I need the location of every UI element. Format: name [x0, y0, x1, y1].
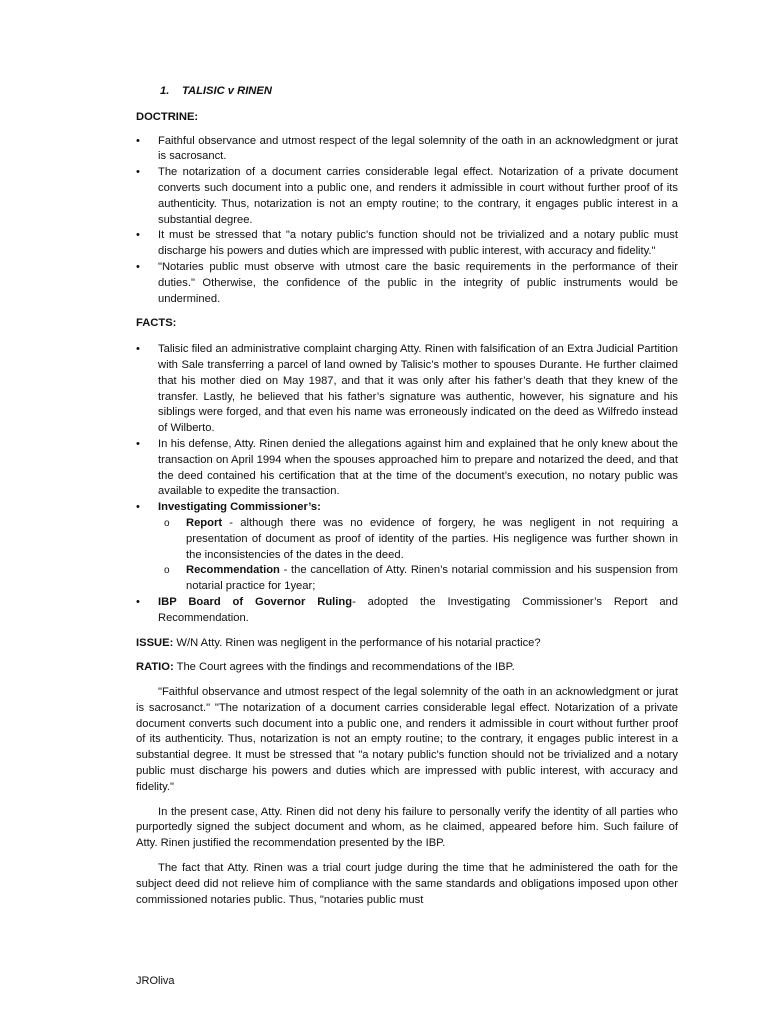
doctrine-item: • "Notaries public must observe with utmost care the basic requirements in the performance of their duties." Otherwise, the confidence of the public in the integrity of public instruments would be undermined. [136, 260, 678, 307]
doctrine-list [136, 134, 678, 308]
circle-bullet-icon: o [164, 565, 170, 577]
issue-label: ISSUE: [136, 636, 174, 649]
circle-bullet-icon: o [164, 517, 170, 529]
report-text: - although there was no evidence of forgery, he was negligent in not requiring a presentation of document as proof of identity of the parties. His negligence was further shown in the inconsistencies of the dates in the deed. [186, 516, 678, 561]
footer-author: JROliva [136, 975, 175, 987]
doctrine-item: • The notarization of a document carries considerable legal effect. Notarization of a private document converts such document into a public one, and renders it admissible in court without further proof of its authenticity. Thus, notarization is not an empty routine; to the contrary, it engages public interest in a substantial degree. [136, 165, 678, 228]
sub-item-report [158, 516, 678, 563]
facts-item-ibp [136, 595, 678, 627]
ibp-label: IBP Board of Governor Ruling [158, 595, 353, 608]
case-name: TALISIC v RINEN [182, 85, 272, 97]
ratio-paragraph: The fact that Atty. Rinen was a trial court judge during the time that he administered the oath for the subject deed did not relieve him of compliance with the same standards and obligations imposed upon other commissioned notaries public. Thus, "notaries public must [136, 862, 678, 906]
commissioner-label: Investigating Commissioner’s: [158, 501, 321, 514]
case-number: 1. [160, 85, 170, 97]
facts-item: • Talisic filed an administrative complaint charging Atty. Rinen with falsification of an Extra Judicial Partition with Sale transferring a parcel of land owned by Talisic’s mother to spouses Durante. He further claimed that his mother died on May 1987, and that it was only after his father’s death that they knew of the transfer. Lastly, he believed that his father’s signature was authentic, however, his signature and his siblings were forged, and that even his name was erroneously indicated on the deed as Wilfredo instead of Wilberto. [136, 342, 678, 437]
report-label: Report [186, 516, 223, 529]
case-title [160, 84, 678, 100]
facts-heading: FACTS: [136, 317, 177, 330]
ratio-paragraph: In the present case, Atty. Rinen did not deny his failure to personally verify the identity of all parties who purportedly signed the subject document and whom, as he claimed, appeared before him. Such failure of Atty. Rinen justified the recommendation presented by the IBP. [136, 805, 678, 850]
ratio-text: The Court agrees with the findings and recommendations of the IBP. [173, 661, 515, 674]
document-body [136, 84, 678, 917]
recommendation-text: - the cancellation of Atty. Rinen’s notarial commission and his suspension from notarial practice for 1year; [186, 564, 678, 593]
doctrine-item: • Faithful observance and utmost respect of the legal solemnity of the oath in an acknowledgment or jurat is sacrosanct. [136, 134, 678, 166]
ratio-line [136, 660, 678, 676]
ibp-text: - adopted the Investigating Commissioner’s Report and Recommendation. [158, 595, 678, 624]
facts-item: • In his defense, Atty. Rinen denied the allegations against him and explained that he only knew about the transaction on April 1994 when the spouses approached him to prepare and notarized the deed, and that the deed contained his certification that at the time of the document’s execution, no notary public was available to expedite the transaction. [136, 437, 678, 500]
recommendation-label: Recommendation [186, 564, 280, 577]
facts-item-commissioner [136, 500, 678, 595]
issue-line [136, 636, 678, 652]
sub-item-recommendation [158, 563, 678, 595]
ratio-label: RATIO: [136, 661, 174, 674]
commissioner-sublist [158, 516, 678, 595]
doctrine-item: • It must be stressed that "a notary public's function should not be trivialized and a notary public must discharge his powers and duties which are impressed with public interest, with accuracy and fidelity." [136, 228, 678, 260]
issue-text: W/N Atty. Rinen was negligent in the performance of his notarial practice? [173, 636, 541, 649]
ratio-paragraph: "Faithful observance and utmost respect of the legal solemnity of the oath in an acknowledgment or jurat is sacrosanct." "The notarization of a document carries considerable legal effect. Notarization of a private document converts such document into a public one, and renders it admissible in court without further proof of its authenticity. Thus, notarization is not an empty routine; to the contrary, it engages public interest in a substantial degree. It must be stressed that "a notary public's function should not be trivialized and a notary public must discharge his powers and duties which are impressed with public interest, with accuracy and fidelity." [136, 686, 678, 793]
doctrine-heading: DOCTRINE: [136, 110, 199, 123]
facts-list [136, 342, 678, 626]
